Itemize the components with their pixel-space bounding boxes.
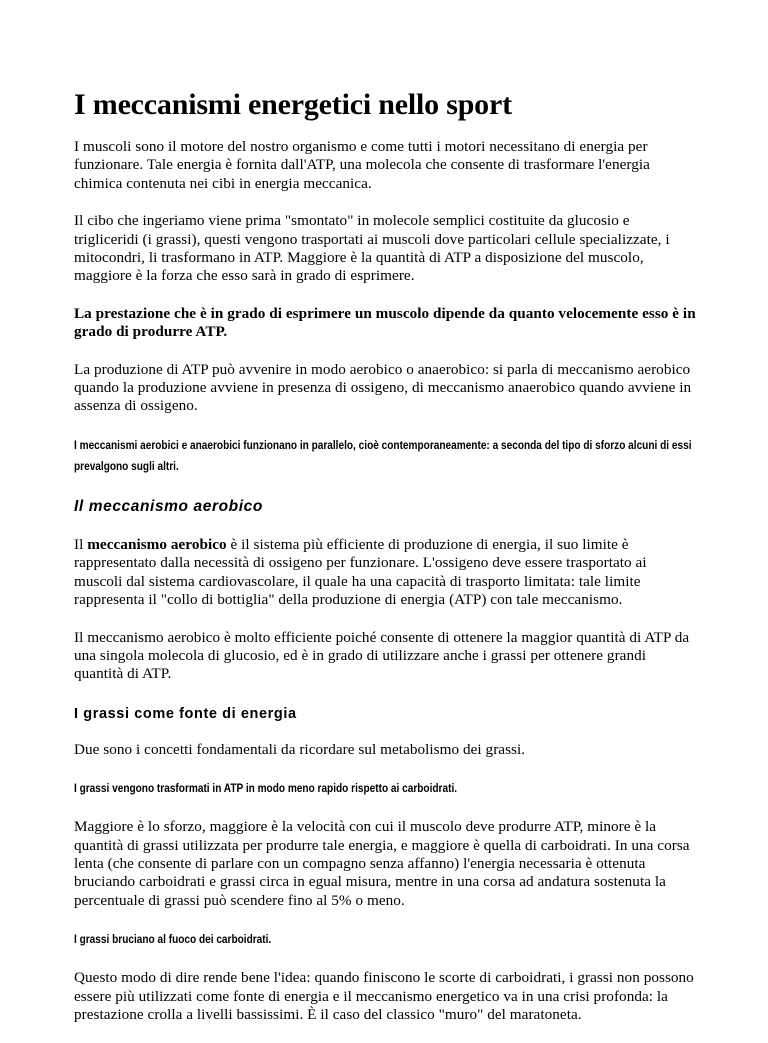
note-fats-slower: I grassi vengono trasformati in ATP in modo meno rapido rispetto ai carboidrati. (74, 781, 458, 796)
heading-aerobic-mechanism: Il meccanismo aerobico (74, 497, 263, 515)
paragraph-key-statement: La prestazione che è in grado di esprimere un muscolo dipende da quanto velocemente esso è in grado di produrre ATP. (74, 304, 696, 341)
paragraph-fats-concepts: Due sono i concetti fondamentali da ricordare sul metabolismo dei grassi. (74, 740, 526, 758)
note-parallel-mechanisms: I meccanismi aerobici e anaerobici funzionano in parallelo, cioè contemporaneamente: a seconda del tipo di sforzo alcuni di essi prevalgono sugli altri. (74, 437, 692, 473)
note-fats-burn: I grassi bruciano al fuoco dei carboidrati. (74, 932, 272, 947)
paragraph-marathon-wall: Questo modo di dire rende bene l'idea: quando finiscono le scorte di carboidrati, i grassi non possono essere più utilizzati come fonte di energia e il meccanismo energetico va in una crisi profonda: la prestazione crolla a livelli bassissimi. È il caso del classico "muro" del maratoneta. (74, 969, 694, 1023)
document-title: I meccanismi energetici nello sport (74, 88, 512, 121)
paragraph-intro: I muscoli sono il motore del nostro organismo e come tutti i motori necessitano di energia per funzionare. Tale energia è fornita dall'ATP, una molecola che consente di trasformare l'energia chimica contenuta nei cibi in energia meccanica. (74, 138, 650, 192)
paragraph-effort: Maggiore è lo sforzo, maggiore è la velocità con cui il muscolo deve produrre ATP, minore è la quantità di grassi utilizzata per produrre tale energia, e maggiore è quella di carboidrati. In una corsa lenta (che consente di parlare con un compagno senza affanno) l'energia necessaria è ottenuta bruciando carboidrati e grassi circa in egual misura, mentre in una corsa ad andatura sostenuta la percentuale di grassi può scendere fino al 5% o meno. (74, 818, 690, 909)
paragraph-food: Il cibo che ingeriamo viene prima "smontato" in molecole semplici costituite da glucosio e trigliceridi (i grassi), questi vengono trasportati ai muscoli dove particolari cellule specializzate, i mitocondri, li trasformano in ATP. Maggiore è la quantità di ATP a disposizione del muscolo, maggiore è la forza che esso sarà in grado di esprimere. (74, 212, 670, 285)
text-bold-term: meccanismo aerobico (87, 535, 227, 553)
heading-fats-energy: I grassi come fonte di energia (74, 705, 297, 722)
paragraph-aerobic-efficiency: Il meccanismo aerobico è molto efficiente poiché consente di ottenere la maggior quantità di ATP da una singola molecola di glucosio, ed è in grado di utilizzare anche i grassi per ottenere grandi quantità di ATP. (74, 628, 690, 683)
paragraph-aerobic-anaerobic: La produzione di ATP può avvenire in modo aerobico o anaerobico: si parla di meccanismo aerobico quando la produzione avviene in presenza di ossigeno, di meccanismo anaerobico quando avviene in assenza di ossigeno. (74, 360, 692, 415)
text-rest: è il sistema più efficiente di produzione di energia, il suo limite è rappresentato dalla necessità di ossigeno per funzionare. L'ossigeno deve essere trasportato ai muscoli dal sistema cardiovascolare, il quale ha una capacità di trasporto limitata: tale limite rappresenta il "collo di bottiglia" della produzione di energia (ATP) con tale meccanismo. (74, 535, 647, 609)
paragraph-aerobic-limit (74, 536, 698, 610)
text-prefix: Il (74, 535, 88, 553)
document-page (74, 86, 698, 1043)
